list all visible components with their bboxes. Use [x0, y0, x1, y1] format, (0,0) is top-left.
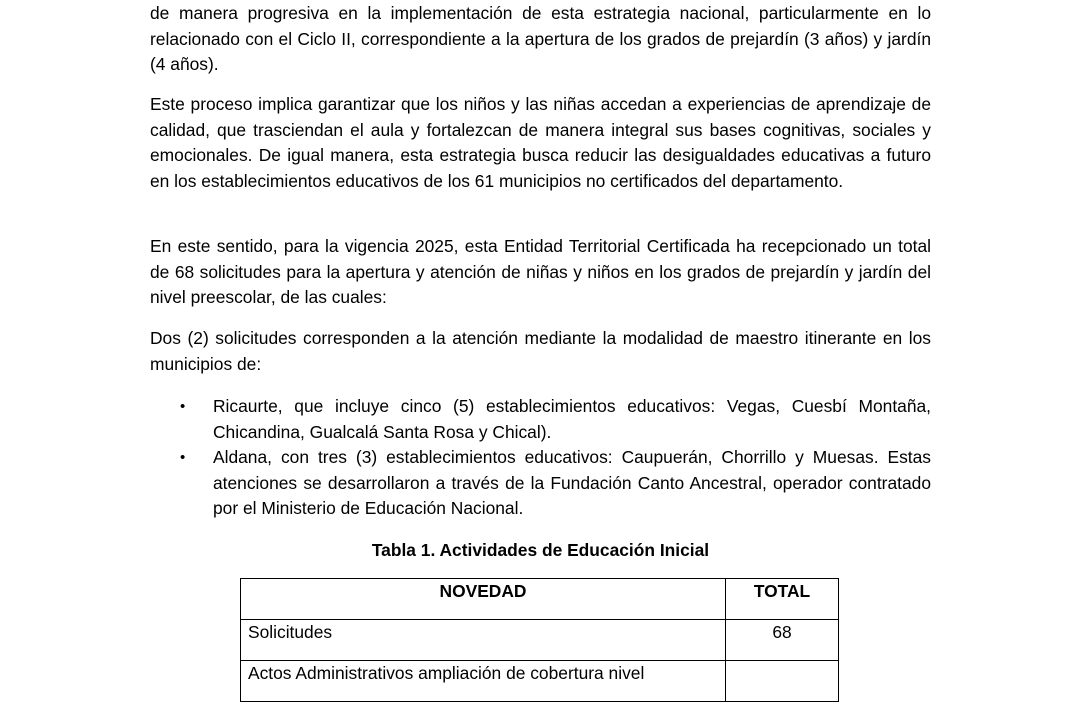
column-header-total: TOTAL: [726, 579, 839, 620]
table-cell-total: [726, 661, 839, 702]
table-title: Tabla 1. Actividades de Educación Inicial: [371, 540, 710, 560]
paragraph-4: Dos (2) solicitudes corresponden a la atención mediante la modalidad de maestro itinerante en los municipios de:: [150, 328, 931, 374]
list-item: [150, 394, 931, 445]
bullet-list: [150, 394, 931, 522]
table-row: [241, 620, 839, 661]
table-header-row: [241, 579, 839, 620]
bullet-icon: •: [180, 449, 186, 467]
list-item-text: Aldana, con tres (3) establecimientos educativos: Caupuerán, Chorrillo y Muesas. Estas atenciones se desarrollaron a través de la Fundación Canto Ancestral, operador contratado por el Ministerio de Educación Nacional.: [213, 447, 931, 519]
table-row: [241, 661, 839, 702]
bullet-icon: •: [180, 398, 186, 415]
paragraph-3: En este sentido, para la vigencia 2025, esta Entidad Territorial Certificada ha recepcionado un total de 68 solicitudes para la apertura y atención de niñas y niños en los grados de prejardín y jardín del nivel preescolar, de las cuales:: [150, 236, 931, 308]
paragraph-2: Este proceso implica garantizar que los niños y las niñas accedan a experiencias de aprendizaje de calidad, que trasciendan el aula y fortalezcan de manera integral sus bases cognitivas, sociales y emocionales. De igual manera, esta estrategia busca reducir las desigualdades educativas a futuro en los establecimientos educativos de los 61 municipios no certificados del departamento.: [150, 94, 931, 191]
list-item: [150, 445, 931, 522]
column-header-novedad: NOVEDAD: [241, 579, 726, 620]
table-cell-novedad: Actos Administrativos ampliación de cobertura nivel: [241, 661, 726, 702]
paragraph-1: de manera progresiva en la implementación de esta estrategia nacional, particularmente en lo relacionado con el Ciclo II, correspondiente a la apertura de los grados de prejardín (3 años) y jardín (4 años).: [150, 3, 931, 75]
table-cell-total: 68: [726, 620, 839, 661]
list-item-text: Ricaurte, que incluye cinco (5) establecimientos educativos: Vegas, Cuesbí Montaña, Chicandina, Gualcalá Santa Rosa y Chical).: [213, 396, 931, 442]
table-cell-novedad: Solicitudes: [241, 620, 726, 661]
data-table: [240, 578, 839, 702]
